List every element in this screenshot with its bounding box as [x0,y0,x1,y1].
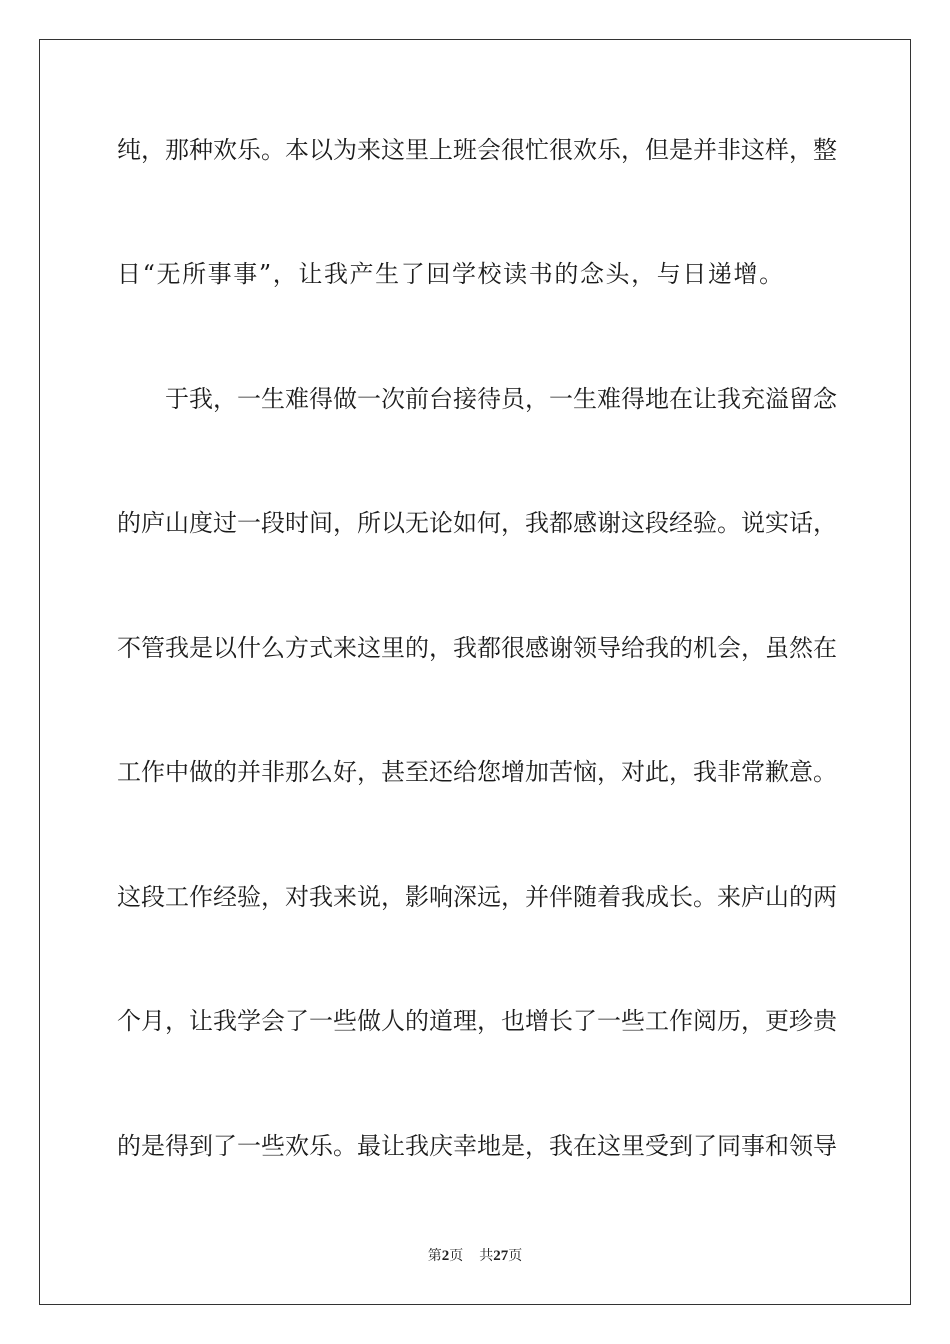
body-line-2: 日“无所事事”，让我产生了回学校读书的念头，与日递增。 [117,260,785,288]
body-line-5: 不管我是以什么方式来这里的，我都很感谢领导给我的机会，虽然在 [117,634,837,662]
body-line-8: 个月，让我学会了一些做人的道理，也增长了一些工作阅历，更珍贵 [117,1007,837,1035]
body-line-6: 工作中做的并非那么好，甚至还给您增加苦恼，对此，我非常歉意。 [117,758,837,786]
body-line-3: 于我，一生难得做一次前台接待员，一生难得地在让我充溢留念 [165,385,837,413]
footer-page-suffix: 页 [449,1248,464,1264]
footer-total-suffix: 页 [508,1248,523,1264]
page-border [39,39,911,1305]
page-footer [0,1247,950,1265]
body-line-9: 的是得到了一些欢乐。最让我庆幸地是，我在这里受到了同事和领导 [117,1132,837,1160]
body-line-7: 这段工作经验，对我来说，影响深远，并伴随着我成长。来庐山的两 [117,883,837,911]
footer-total-pages: 27 [493,1248,509,1264]
footer-total-prefix: 共 [479,1248,494,1264]
footer-page-prefix: 第 [427,1248,442,1264]
body-line-4: 的庐山度过一段时间，所以无论如何，我都感谢这段经验。说实话， [117,509,837,537]
footer-page-number: 2 [441,1248,450,1264]
body-line-1: 纯，那种欢乐。本以为来这里上班会很忙很欢乐，但是并非这样，整 [117,136,837,164]
